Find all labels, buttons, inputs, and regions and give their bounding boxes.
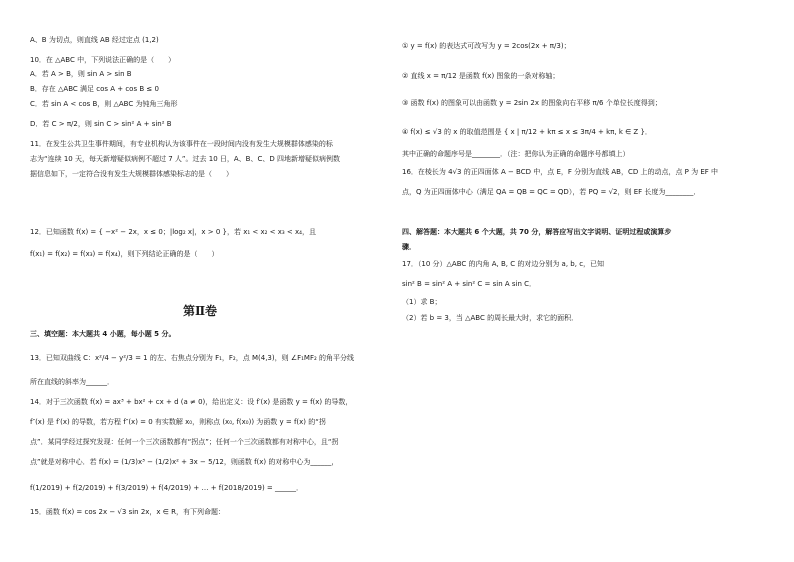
q13-stem-line2: 所在直线的斜率为______． bbox=[30, 378, 114, 386]
q10-option-d: D．若 C > π/2，则 sin C > sin² A + sin² B bbox=[30, 120, 172, 128]
part4-heading-line2: 骤． bbox=[402, 243, 416, 251]
q14-line2: f″(x) 是 f′(x) 的导数，若方程 f″(x) = 0 有实数解 x₀，则称点 (x₀, f(x₀)) 为函数 y = f(x) 的“拐 bbox=[30, 418, 326, 426]
q12-stem-line2: f(x₁) = f(x₂) = f(x₃) = f(x₄)，则下列结论正确的是（ ） bbox=[30, 250, 219, 258]
q17-part1: （1）求 B； bbox=[402, 298, 442, 306]
q15-statement-3: ③ 函数 f(x) 的图象可以由函数 y = 2sin 2x 的图象向右平移 π/6 个单位长度得到； bbox=[402, 99, 662, 107]
q14-line4: 点”就是对称中心．若 f(x) = (1/3)x³ − (1/2)x² + 3x − 5/12，则函数 f(x) 的对称中心为______， bbox=[30, 458, 339, 466]
q17-stem-line2: sin² B = sin² A + sin² C = sin A sin C． bbox=[402, 280, 537, 288]
q17-part2: （2）若 b = 3，当 △ABC 的周长最大时，求它的面积． bbox=[402, 314, 579, 322]
q11-stem-line3: 据信息如下，一定符合没有发生大规模群体感染标志的是（ ） bbox=[30, 170, 233, 178]
q10-option-b: B．存在 △ABC 满足 cos A + cos B ≤ 0 bbox=[30, 85, 159, 93]
q15-statement-1: ① y = f(x) 的表达式可改写为 y = 2cos(2x + π/3)； bbox=[402, 42, 571, 50]
q12-stem-line1: 12．已知函数 f(x) = { −x² − 2x，x ≤ 0；|log₂ x|，x > 0 }，若 x₁ < x₂ < x₃ < x₄，且 bbox=[30, 228, 316, 236]
q13-stem-line1: 13．已知双曲线 C：x²/4 − y²/3 = 1 的左、右焦点分别为 F₁，F₂，点 M(4,3)，则 ∠F₁MF₂ 的角平分线 bbox=[30, 354, 355, 362]
q14-line1: 14．对于三次函数 f(x) = ax³ + bx² + cx + d (a ≠ 0)，给出定义：设 f′(x) 是函数 y = f(x) 的导数， bbox=[30, 398, 353, 406]
part3-heading: 三、填空题：本大题共 4 小题，每小题 5 分。 bbox=[30, 330, 176, 338]
q14-line5: f(1/2019) + f(2/2019) + f(3/2019) + f(4/2019) + … + f(2018/2019) = ______． bbox=[30, 484, 304, 492]
q16-line2: 点，Q 为正四面体中心（满足 QA = QB = QC = QD），若 PQ = √2，则 EF 长度为________． bbox=[402, 188, 701, 196]
q9-tail-line: A、B 为切点，则直线 AB 经过定点 (1,2) bbox=[30, 36, 159, 44]
q10-stem: 10．在 △ABC 中，下列说法正确的是（ ） bbox=[30, 56, 176, 64]
q15-answer-line: 其中正确的命题序号是________．（注：把你认为正确的命题序号都填上） bbox=[402, 150, 630, 158]
section-title: 第Ⅱ卷 bbox=[182, 304, 218, 318]
q15-statement-4: ④ f(x) ≤ √3 的 x 的取值范围是 { x | π/12 + kπ ≤ x ≤ 3π/4 + kπ, k ∈ Z }． bbox=[402, 128, 652, 136]
q15-statement-2: ② 直线 x = π/12 是函数 f(x) 图象的一条对称轴； bbox=[402, 72, 560, 80]
q11-stem-line1: 11．在发生公共卫生事件期间，有专业机构认为该事件在一段时间内没有发生大规模群体感染的标 bbox=[30, 140, 333, 148]
q10-option-a: A．若 A > B，则 sin A > sin B bbox=[30, 70, 132, 78]
q14-line3: 点”．某同学经过探究发现：任何一个三次函数都有“拐点”；任何一个三次函数都有对称中心，且“拐 bbox=[30, 438, 339, 446]
q11-stem-line2: 志为“连续 10 天，每天新增疑似病例不超过 7 人”。过去 10 日，A、B、C、D 四地新增疑似病例数 bbox=[30, 155, 340, 163]
q10-option-c: C．若 sin A < cos B，则 △ABC 为钝角三角形 bbox=[30, 100, 178, 108]
q17-stem-line1: 17．（10 分）△ABC 的内角 A, B, C 的对边分别为 a, b, c，已知 bbox=[402, 260, 605, 268]
q15-stem: 15．函数 f(x) = cos 2x − √3 sin 2x，x ∈ R，有下列命题： bbox=[30, 508, 225, 516]
part4-heading-line1: 四、解答题：本大题共 6 个大题，共 70 分，解答应写出文字说明、证明过程或演算步 bbox=[402, 228, 672, 236]
q16-line1: 16．在棱长为 4√3 的正四面体 A − BCD 中，点 E，F 分别为直线 AB，CD 上的动点，点 P 为 EF 中 bbox=[402, 168, 719, 176]
